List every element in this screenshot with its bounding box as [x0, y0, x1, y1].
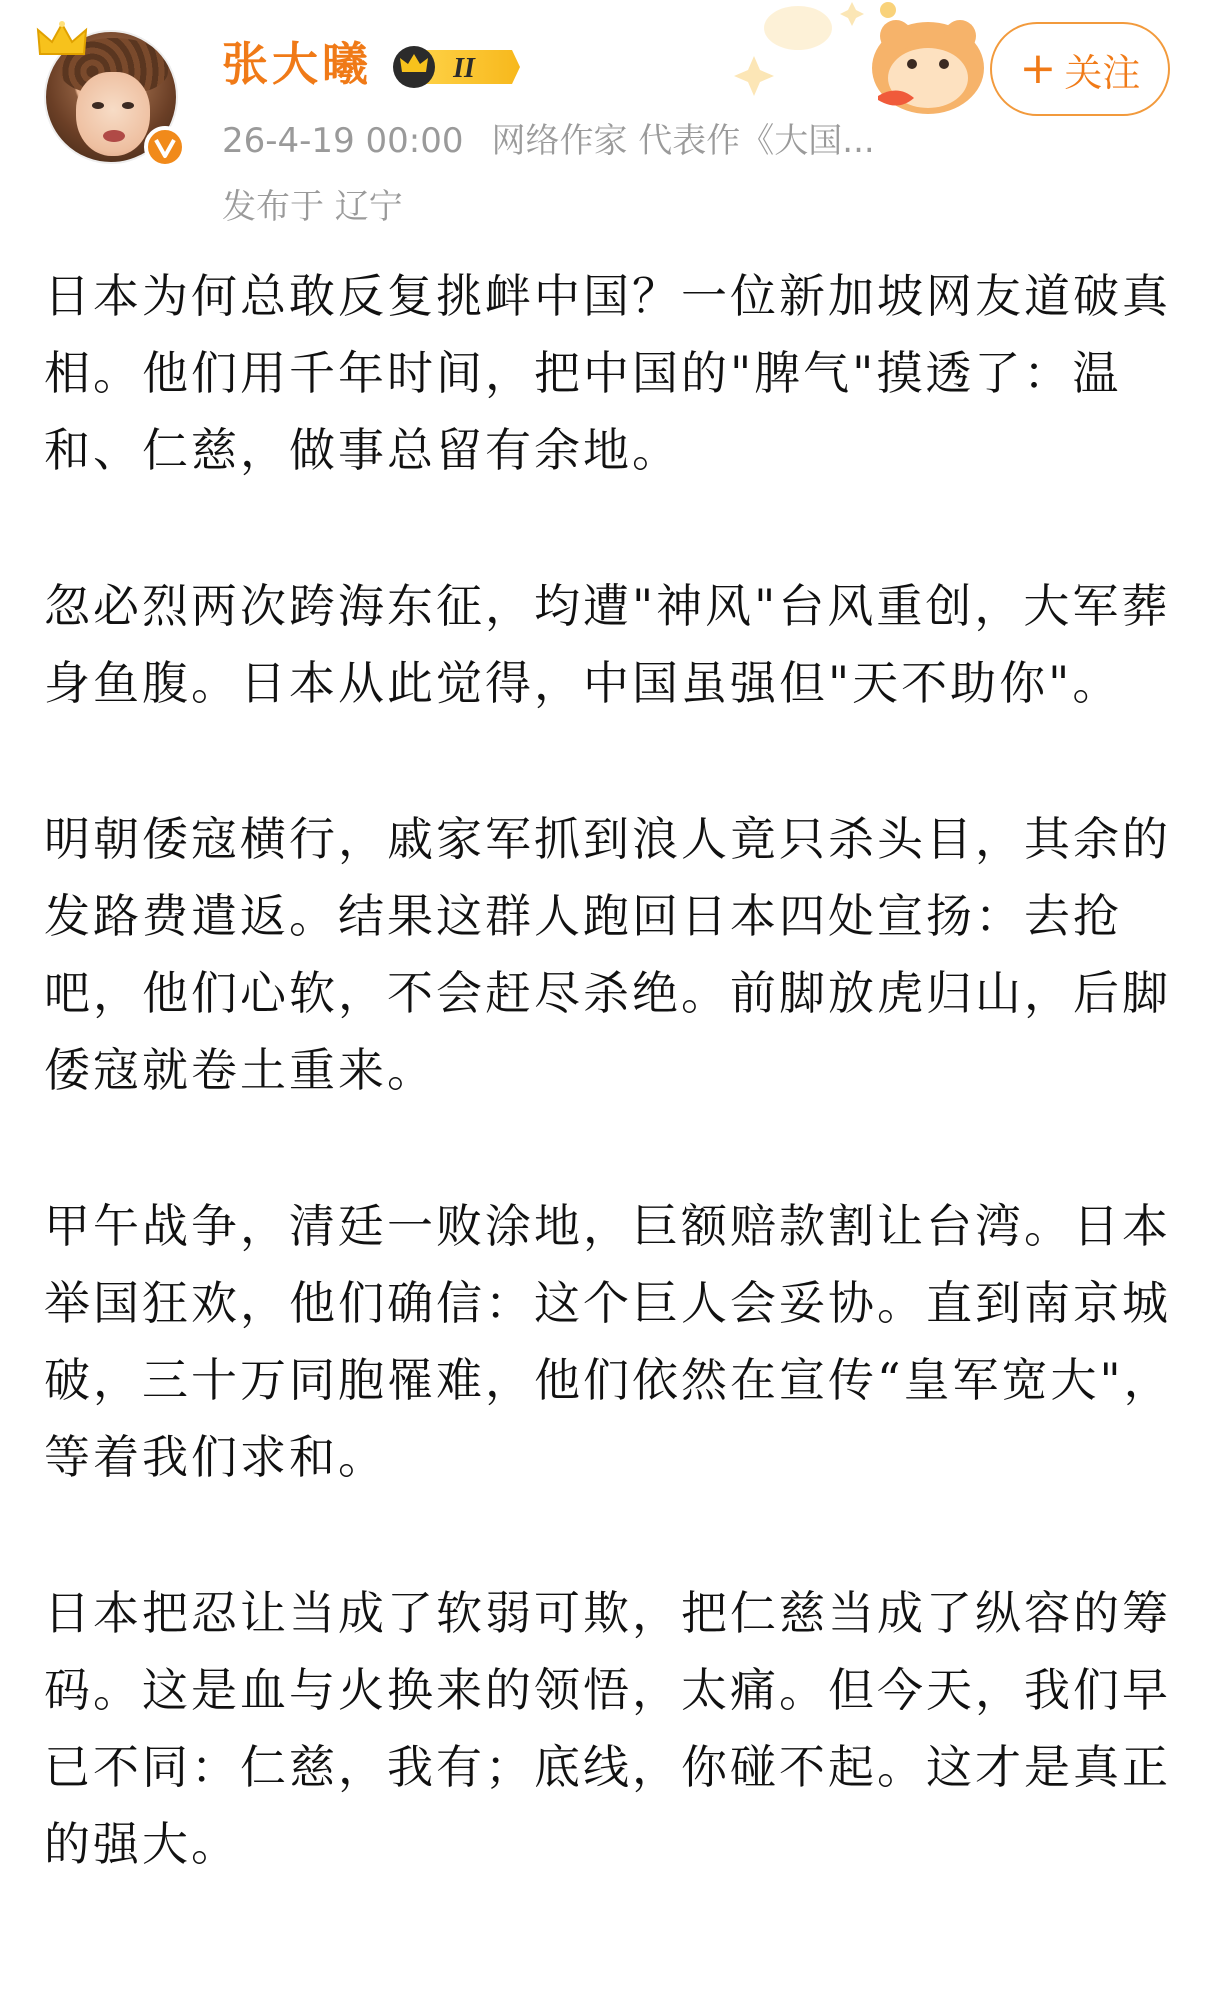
post-header	[0, 0, 1216, 240]
crown-icon	[36, 20, 88, 60]
author-name[interactable]: 张大曦	[222, 37, 372, 91]
verified-badge-icon	[144, 126, 186, 168]
post-paragraph: 甲午战争，清廷一败涂地，巨额赔款割让台湾。日本举国狂欢，他们确信：这个巨人会妥协。直到南京城破，三十万同胞罹难，他们依然在宣传“皇军宽大"，等着我们求和。	[44, 1199, 1173, 1484]
author-bio[interactable]: 网络作家 代表作《大国...	[491, 121, 875, 161]
avatar-mouth	[103, 130, 125, 142]
plus-icon: +	[1019, 43, 1057, 94]
follow-button[interactable]	[990, 22, 1170, 116]
post-meta	[222, 118, 962, 164]
avatar-eye-left	[92, 102, 104, 109]
follow-label: 关注	[1064, 50, 1141, 95]
vip-level-badge-icon	[392, 44, 526, 90]
post-paragraph: 日本把忍让当成了软弱可欺，把仁慈当成了纵容的筹码。这是血与火换来的领悟，太痛。但今天，我们早已不同：仁慈，我有；底线，你碰不起。这才是真正的强大。	[44, 1586, 1171, 1871]
post-paragraph: 明朝倭寇横行，戚家军抓到浪人竟只杀头目，其余的发路费遣返。结果这群人跑回日本四处宣扬：去抢吧，他们心软，不会赶尽杀绝。前脚放虎归山，后脚倭寇就卷土重来。	[44, 812, 1171, 1097]
author-avatar[interactable]	[44, 26, 182, 164]
avatar-face	[76, 72, 150, 156]
vip-level-text: II	[453, 53, 475, 84]
post-paragraph: 日本为何总敢反复挑衅中国？一位新加坡网友道破真相。他们用千年时间，把中国的"脾气"摸透了：温和、仁慈，做事总留有余地。	[44, 269, 1171, 477]
post-timestamp: 26-4-19 00:00	[222, 121, 464, 161]
avatar-eye-right	[122, 102, 134, 109]
festive-mascot-decoration	[728, 0, 1028, 120]
post-body	[44, 258, 1174, 1962]
post-location: 发布于 辽宁	[222, 187, 403, 227]
post-paragraph: 忽必烈两次跨海东征，均遭"神风"台风重创，大军葬身鱼腹。日本从此觉得，中国虽强但"天不助你"。	[44, 579, 1171, 710]
